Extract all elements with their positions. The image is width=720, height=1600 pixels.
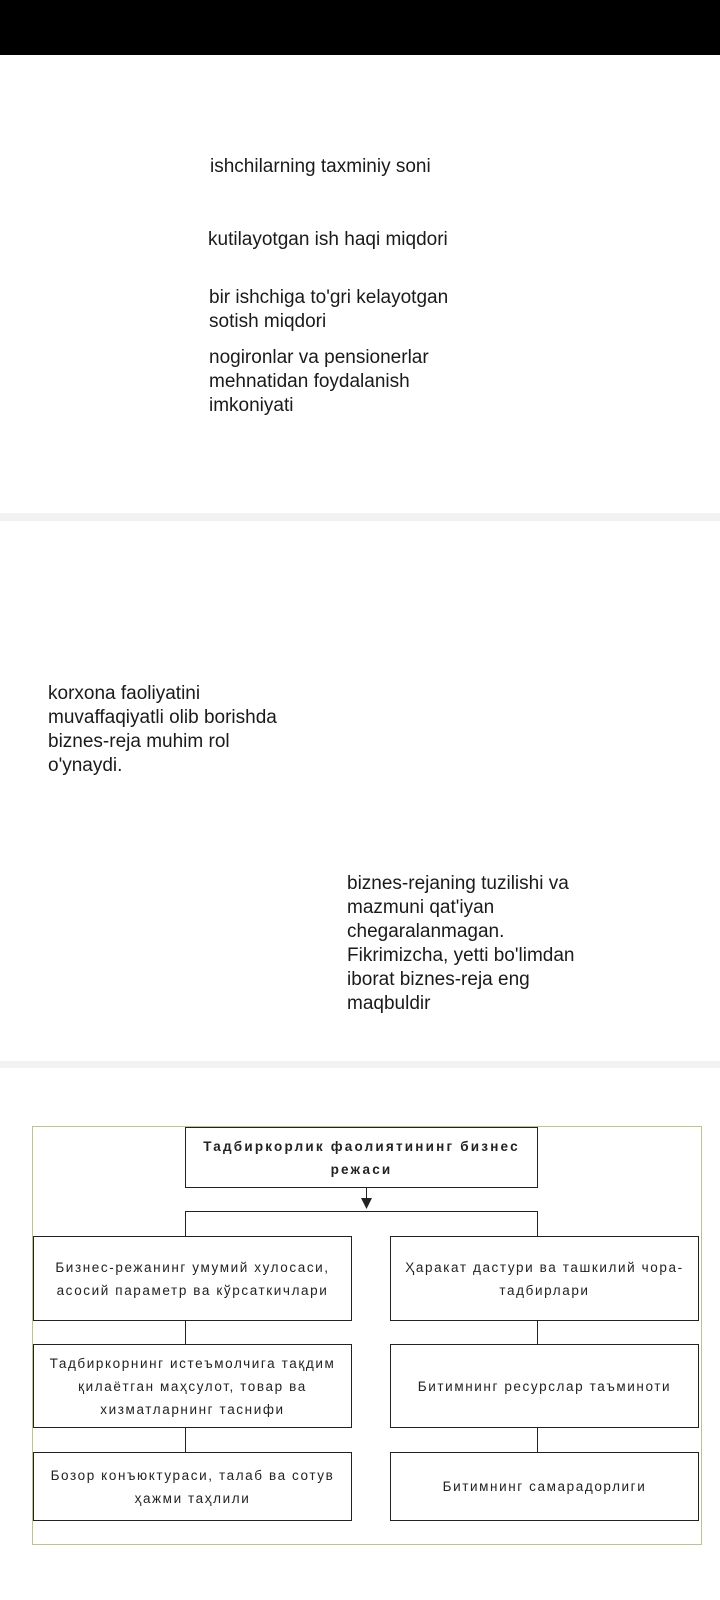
text-item-4: nogironlar va pensionerlar mehnatidan foydalanish imkoniyati bbox=[209, 347, 429, 416]
note-right: biznes-rejaning tuzilishi va mazmuni qat'iyan chegaralanmagan. Fikrimizcha, yetti bo'limdan iborat biznes-reja eng maqbuldir bbox=[347, 873, 575, 1014]
page-separator bbox=[0, 1061, 720, 1068]
page-separator bbox=[0, 513, 720, 521]
diagram-root-box: Тадбиркорлик фаолиятининг бизнес режаси bbox=[185, 1127, 538, 1188]
top-status-bar bbox=[0, 0, 720, 55]
diagram-left-box-2: Тадбиркорнинг истеъмолчига тақдим қилаётган маҳсулот, товар ва хизматларнинг таснифи bbox=[33, 1344, 352, 1428]
diagram-left-box-3: Бозор конъюктураси, талаб ва сотув ҳажми таҳлили bbox=[33, 1452, 352, 1521]
page-1 bbox=[0, 55, 720, 513]
note-left: korxona faoliyatini muvaffaqiyatli olib borishda biznes-reja muhim rol o'ynaydi. bbox=[48, 683, 277, 776]
connector-line bbox=[185, 1321, 186, 1344]
diagram-left-box-1: Бизнес-режанинг умумий хулосаси, асосий параметр ва кўрсаткичлари bbox=[33, 1236, 352, 1321]
diagram-right-box-3: Битимнинг самарадорлиги bbox=[390, 1452, 699, 1521]
connector-line bbox=[185, 1211, 538, 1212]
arrow-down-icon bbox=[361, 1198, 372, 1209]
connector-line bbox=[537, 1428, 538, 1452]
connector-line bbox=[537, 1321, 538, 1344]
text-item-3: bir ishchiga to'gri kelayotgan sotish miqdori bbox=[209, 287, 449, 332]
connector-line bbox=[185, 1211, 186, 1237]
diagram-right-box-1: Ҳаракат дастури ва ташкилий чора-тадбирлари bbox=[390, 1236, 699, 1321]
diagram-right-box-2: Битимнинг ресурслар таъминоти bbox=[390, 1344, 699, 1428]
connector-line bbox=[185, 1428, 186, 1452]
text-item-2: kutilayotgan ish haqi miqdori bbox=[208, 229, 448, 250]
text-item-1: ishchilarning taxminiy soni bbox=[210, 156, 431, 177]
connector-line bbox=[537, 1211, 538, 1237]
